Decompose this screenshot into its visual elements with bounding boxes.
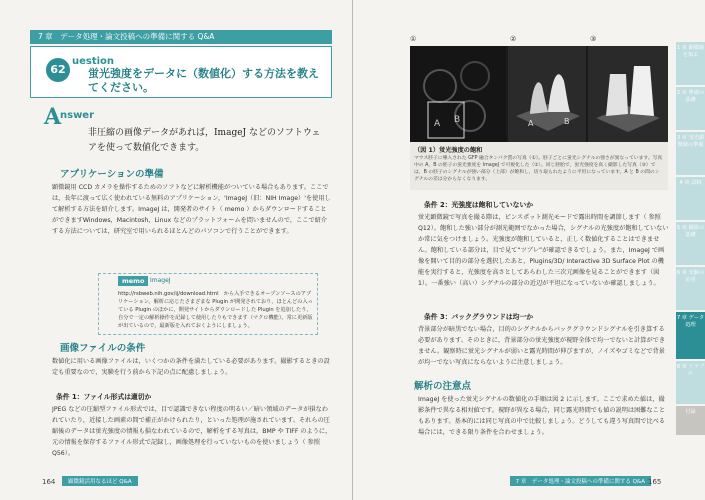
chapter-tab-1[interactable]: 1 章 顕微鏡を知る	[676, 42, 705, 86]
svg-text:B: B	[454, 115, 461, 125]
appendix-tab[interactable]: 付録	[676, 406, 705, 436]
section-title-analysis: 解析の注意点	[414, 381, 472, 392]
chapter-tab-7[interactable]: 7 章 データ処理	[676, 312, 705, 360]
figure-caption-title: （図 1）蛍光強度の飽和	[414, 147, 483, 154]
left-footer: 顕微鏡活用なるほど Q&A	[62, 476, 138, 486]
chapter-tab-5[interactable]: 5 章 撮影の基礎	[676, 222, 705, 266]
figure-label-1: ①	[410, 35, 417, 43]
figure-panel-saturated-plot	[588, 46, 668, 142]
section-title-image: 画像ファイルの条件	[60, 343, 146, 354]
answer-letter: A	[44, 104, 62, 130]
condition-2-title: 条件 2：光強度は飽和していないか	[424, 201, 534, 209]
answer-label: nswer	[60, 110, 95, 121]
chapter-tab-3[interactable]: 3 章 蛍光顕微鏡の準備	[676, 132, 705, 176]
section-body-app: 顕微鏡用 CCD カメラを操作するためのソフトなどに解析機能がついている場合もあります。ここでは，長年に渡って広く使われている無料のアプリケーション，'ImageJ（旧：NIH Image）'を使用して解析する方法を紹介します。ImageJ は，開発者のサイト（ memo ）からダウンロードすることができますWindows，Macintosh，Linux などのプラットフォームを問いませんので，ここで紹介する方法については，研究室で用いられるほとんどのパソコンで行うことができます。	[52, 184, 331, 235]
figure-panel-surface-plot	[508, 46, 586, 142]
condition-2-body: 蛍光顕微鏡で写真を撮る際は，ピンスポット測光モードで露出時間を調節します（ 参照 Q12）。飽和した強い部分が測光範囲でなかった場合，シグナルの光強度が飽和していないか常に気をつけましょう。光強度が飽和していると，正しく数値化することはできません。飽和している部分は，目で見て“ツブレ”が確認できるでしょう。また，ImageJ で画像を開いて目的の部分を選択したあと，Plugins/3D/ Interactive 3D Surface Plot の機能を実行すると，光強度を高さとしてあらわした三次元画像を見ることができます（図 1）。一番強い（高い）シグナルの部分の近辺が平坦になっていないか確認しましょう。	[418, 214, 669, 287]
memo-text: http://rsbweb.nih.gov/ij/download.html から入手できるオープンソースのアプリケーション。解析に応じたさまざまな Plugin が開発されており，ほとんどの入っている Plugin のほかに，開発サイトからダウンロードした Plugin を追加したり，自分で一定の解析操作を記録して使用したりもできます（マクロ機能）。常に更新版が出ているので，最新版を入れておくようにしましょう。	[118, 291, 313, 329]
section-body-image: 数値化に用いる画像ファイルは，いくつかの条件を満たしている必要があります。撮影するときの設定も重要なので，実験を行う前から下記の点に配慮しましょう。	[52, 358, 330, 376]
right-footer: 7 章 データ処理・論文投稿への準備に関する Q&A	[510, 476, 651, 486]
memo-label: memo	[118, 276, 148, 286]
figure-label-3: ③	[590, 35, 597, 43]
memo-title: ImageJ	[150, 277, 171, 284]
answer-text: 非圧縮の画像データがあれば，ImageJ などのソフトウェアを使って数値化できます。	[88, 128, 321, 153]
condition-1-body: JPEG などの圧縮型ファイル形式では，目で認識できない程度の明るい／暗い領域のデータが損なわれていたり，近接した画素の間で補正がかけられたり，といった処理が施されています。それらの圧縮後のデータは蛍光強度の情報も損なわれているので，解析をする写真は，BMP や TIFF のように，元の情報を保存するファイル形式で記録し，画像処理を行っていないものを使いましょう（ 参照 Q56）。	[52, 406, 332, 457]
svg-text:B: B	[564, 117, 570, 126]
condition-3-body: 背景部分が暗黒でない場合，目的のシグナルからバックグラウンドシグナルを引き算する必要があります。そのときに，背景部分の蛍光強度が視野全体で均一でないと計算ができません。観察時に蛍光シグナルが弱いと露光時間が伸びますが，ノイズやゴミなどで背景が均一でない写真にならないように注意しましょう。	[418, 326, 666, 366]
chapter-tab-6[interactable]: 6 章 実験の応用	[676, 267, 705, 311]
condition-3-title: 条件 3：バックグラウンドは均一か	[424, 313, 534, 321]
chapter-tab-4[interactable]: 4 章 試料	[676, 177, 705, 221]
section-body-analysis: ImageJ を使った蛍光シグナルの数値化の手順は図 2 に示します。ここで求めた値は，撮影条件で異なる相対値です。視野が異なる場合，同じ露光時間でも値の説明は困難なこともあります。基本的には同じ写真の中で比較しましょう。どうしても違う写真間で比べる場合には，できる限り条件を合わせましょう。	[418, 396, 666, 436]
figure-label-2: ②	[510, 35, 517, 43]
chapter-header: 7 章 データ処理・論文投稿への準備に関する Q&A	[30, 30, 332, 44]
left-page-number: 164	[42, 478, 56, 486]
svg-text:A: A	[434, 119, 441, 129]
question-title: 蛍光強度をデータに（数値化）する方法を教えてください。	[88, 67, 319, 94]
figure-panel-micrograph	[410, 46, 506, 142]
right-page-number: 165	[648, 478, 662, 486]
question-number-badge: 62	[46, 58, 70, 82]
chapter-tab-8[interactable]: 8 章 トラブル	[676, 361, 705, 405]
svg-text:A: A	[528, 119, 534, 128]
section-title-app: アプリケーションの準備	[60, 169, 164, 180]
chapter-tab-2[interactable]: 2 章 準備の基礎	[676, 87, 705, 131]
question-label: uestion	[72, 56, 115, 67]
figure-caption-text: マウス胚子に導入された GFP 融合タンパク質の写真（①）。胚子ごとに蛍光シグナルの強さが異なっています。写真中の A，B の胚子の蛍光強度を ImageJ で可視化した（②）。同じ胚胎で，蛍光強度を高く撮影した写真（③）では，B の胚子のシグナルが強い部分（上部）が飽和し，切り取られたように平坦になっています。A と B の間のシグナルの差は分からなくなります。	[414, 156, 663, 182]
condition-1-title: 条件 1：ファイル形式は適切か	[56, 393, 152, 401]
